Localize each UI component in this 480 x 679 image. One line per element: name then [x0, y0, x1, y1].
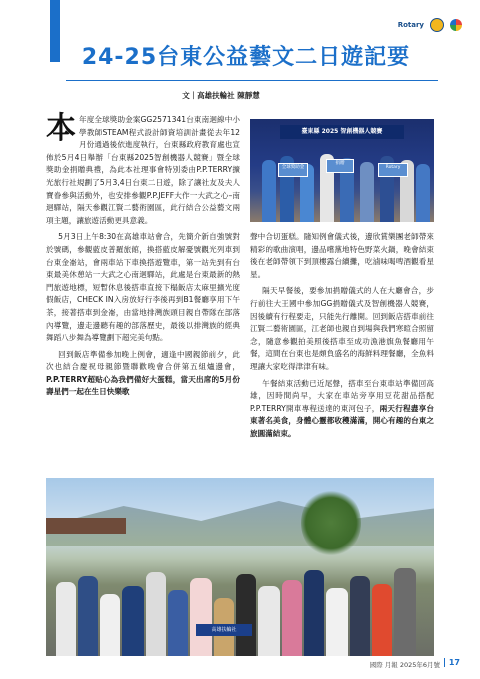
- person-figure: [394, 568, 416, 656]
- person-figure: [416, 164, 430, 222]
- photo-ceremony-banner: 臺東縣 2025 智創機器人競賽: [280, 125, 404, 139]
- paragraph-day1: 5月3日上午8:30在高雄車站會合，先簡介新自強號對於號碼，參觀藍皮普羅旅館，換搭藍皮解憂號觀光列車到台東金崙站，會兩車站下車換搭遊覽車，第一站先到有台東最美休憩站一大武之心南迴驛站，此處是台東最新的熱門旅遊地標，短暫休息後搭車直接下榻飯店太麻里擴光度假飯店，CHECK IN入房放好行李後再到B1餐廳享用下午茶，接著搭車到金崙，由當地排灣族頭目親自帶隊在部落內導覽，邊走邊聽有趣的部落歷史，最後以排灣族的經典舞蹈八步舞為導覽劃下超完美句點。: [46, 232, 240, 343]
- person-figure: [304, 570, 324, 656]
- person-figure: [190, 578, 212, 656]
- intro-text: 年度全球獎助金案GG2571341台東南迴線中小學教師STEAM程式設計師資培訓計畫從去年12月份通過後依進度執行，台東縣政府教育處也宣佈於5月4日舉辦「台東縣2025智創機器人競賽」暨全球獎助金捐贈典禮，為此本社理事會特別委由P.P.TERRY擴光旅行社規劃了5月3,4日台東二日遊，除了讓社友及夫人寶眷參與活動外，也安排參觀P.P.JEFF大作一大武之心–南迴驛站，隔天參觀江賢二藝術園區，此行結合公益藝文兩項主題，讓旅遊活動更具意義。: [46, 115, 240, 225]
- person-figure: [258, 586, 280, 656]
- person-figure: [360, 162, 374, 222]
- sign-left: 全球獎助金: [278, 163, 308, 177]
- accent-block: [50, 0, 60, 62]
- top-bar: [0, 0, 480, 12]
- issue-label: 國際 月報 2025年6月號: [369, 661, 440, 669]
- column-left: [46, 111, 240, 399]
- photo-crowd: [46, 536, 434, 656]
- person-figure: [236, 574, 256, 656]
- article-title: 24-25台東公益藝文二日遊記要: [81, 45, 411, 70]
- district-logo-icon: [450, 19, 462, 31]
- person-figure: [282, 580, 302, 656]
- drop-cap: 本: [46, 111, 76, 146]
- photo-ceremony: [250, 119, 434, 222]
- paragraph-day2: 隔天早餐後，要參加捐贈儀式的人在大廳會合，步行前往大王國中參加GG捐贈儀式及智創機器人競賽，因後續有行程要走，只能先行離開。回到飯店搭車前往江賢二藝術園區，江老師也親自到場與我們寒暄合照留念，隨意參觀拍美照後搭車至成功漁港旗魚餐廳用午餐，這間在台東也是頗負盛名的海鮮料理餐廳，全魚料理讓大家吃得津津有味。: [250, 286, 434, 371]
- paragraph-intro: [46, 111, 240, 227]
- article-byline: 文｜高雄扶輪社 陳靜慧: [182, 91, 260, 100]
- closing-text-bold: 兩天行程盡享台東著名美食，身體心靈都收穫滿滿，開心有趣的台東之旅圓滿結束。: [250, 403, 434, 438]
- page-number: 17: [444, 658, 460, 667]
- person-figure: [168, 590, 188, 656]
- person-figure: [56, 582, 76, 656]
- paragraph-evening: [46, 349, 240, 399]
- sign-right: Rotary: [378, 163, 408, 177]
- person-figure: [262, 160, 276, 222]
- paragraph-dinner: 聲中合切蛋糕。隨知例會儀式後，邊欣賞樂團老師帶來精彩的歌曲演唱，邊品嚐黨地特色野菜火鍋，晚會結束後在老師帶領下到頂樓露台續攤，吃滷味喝啤酒觀看星星。: [250, 232, 434, 279]
- person-figure: [100, 594, 120, 656]
- sign-middle: 捐贈: [326, 159, 354, 173]
- rotary-logo-text: Rotary: [397, 21, 424, 29]
- rotary-wheel-icon: [430, 18, 444, 32]
- person-figure: [78, 576, 98, 656]
- logo-group: [398, 18, 462, 32]
- column-right: [250, 231, 434, 441]
- person-figure: [146, 572, 166, 656]
- photo-awning: [46, 518, 126, 534]
- paragraph-closing: [250, 378, 434, 441]
- evening-text: 回到飯店準備參加晚上例會，適逢中國親節前夕，此次也結合慶祝母親節暨聯歡晚會合併第五組爐邊會，: [46, 349, 240, 372]
- person-figure: [372, 584, 392, 656]
- evening-text-bold: P.P.TERRY超贴心為我們備好大蛋糕，當天出席的5月份壽星們一起在生日快樂歌: [46, 374, 240, 397]
- person-figure: [122, 586, 144, 656]
- group-banner: 高雄扶輪社: [196, 624, 252, 636]
- closing-text: 午餐結束活動已近尾聲，搭車至台東車站準備回高雄，因時間尚早，大家在車站旁享用豆花甜品搭配P.P.TERRY開車專程送達的東河包子，: [250, 378, 434, 413]
- photo-group: [46, 478, 434, 656]
- person-figure: [350, 576, 370, 656]
- title-divider: [66, 80, 438, 81]
- person-figure: [326, 588, 348, 656]
